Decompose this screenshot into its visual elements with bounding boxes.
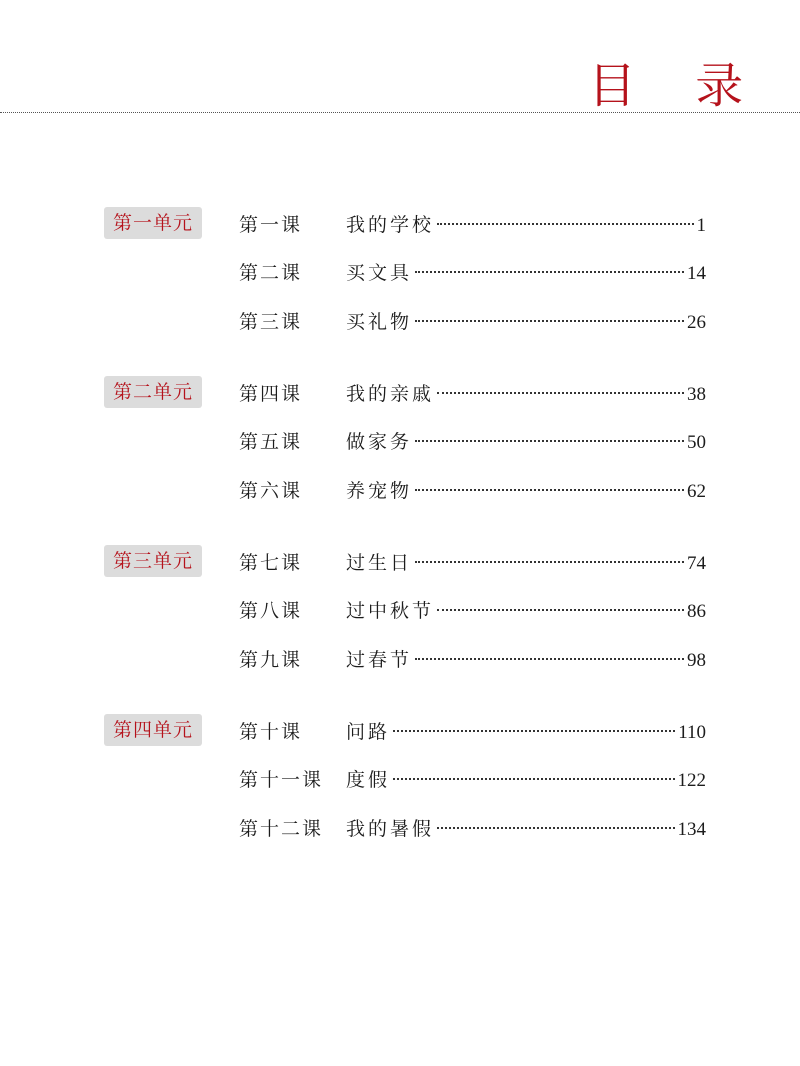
- lesson-title: 过生日: [346, 552, 413, 574]
- lesson-number: 第十一课: [239, 769, 324, 791]
- page-number: 134: [677, 819, 706, 840]
- lesson-title: 养宠物: [346, 480, 413, 502]
- lesson-number: 第一课: [239, 214, 303, 236]
- lesson-row: [346, 716, 706, 748]
- lesson-number: 第六课: [239, 480, 303, 502]
- lesson-title: 我的暑假: [346, 818, 435, 840]
- page-number: 74: [687, 553, 706, 574]
- toc-entry[interactable]: [0, 257, 800, 289]
- lesson-row: [346, 595, 706, 627]
- toc-entry[interactable]: [0, 306, 800, 338]
- lesson-row: [346, 306, 706, 338]
- page-number: 62: [687, 481, 706, 502]
- unit-label: 第四单元: [104, 714, 202, 746]
- lesson-title: 度假: [346, 769, 391, 791]
- lesson-number: 第九课: [239, 649, 303, 671]
- lesson-number: 第七课: [239, 552, 303, 574]
- lesson-title: 过中秋节: [346, 600, 435, 622]
- dot-leader: [393, 730, 675, 732]
- lesson-number: 第十课: [239, 721, 303, 743]
- dot-leader: [437, 392, 684, 394]
- page-number: 14: [687, 263, 706, 284]
- lesson-row: [346, 257, 706, 289]
- toc-entry[interactable]: [0, 595, 800, 627]
- lesson-row: [346, 475, 706, 507]
- page-number: 122: [677, 770, 706, 791]
- lesson-title: 我的亲戚: [346, 383, 435, 405]
- page-number: 1: [696, 215, 706, 236]
- lesson-row: [346, 209, 706, 241]
- dot-leader: [415, 658, 684, 660]
- page-number: 98: [687, 650, 706, 671]
- lesson-title: 买礼物: [346, 311, 413, 333]
- page-number: 50: [687, 432, 706, 453]
- toc-entry[interactable]: [0, 813, 800, 845]
- lesson-row: [346, 644, 706, 676]
- lesson-title: 我的学校: [346, 214, 435, 236]
- toc-entry[interactable]: [0, 716, 800, 748]
- lesson-number: 第八课: [239, 600, 303, 622]
- dot-leader: [415, 489, 684, 491]
- lesson-title: 过春节: [346, 649, 413, 671]
- page-number: 86: [687, 601, 706, 622]
- lesson-number: 第十二课: [239, 818, 324, 840]
- page-number: 38: [687, 384, 706, 405]
- dotted-divider: [0, 112, 800, 113]
- lesson-number: 第五课: [239, 431, 303, 453]
- lesson-row: [346, 813, 706, 845]
- lesson-row: [346, 378, 706, 410]
- dot-leader: [415, 320, 684, 322]
- dot-leader: [415, 440, 684, 442]
- lesson-row: [346, 547, 706, 579]
- lesson-row: [346, 426, 706, 458]
- dot-leader: [415, 271, 684, 273]
- lesson-number: 第四课: [239, 383, 303, 405]
- dot-leader: [437, 223, 693, 225]
- lesson-number: 第二课: [239, 262, 303, 284]
- lesson-number: 第三课: [239, 311, 303, 333]
- toc-entry[interactable]: [0, 209, 800, 241]
- lesson-title: 买文具: [346, 262, 413, 284]
- page-title: 目 录: [588, 58, 766, 114]
- toc-entry[interactable]: [0, 475, 800, 507]
- dot-leader: [437, 609, 684, 611]
- toc-entry[interactable]: [0, 547, 800, 579]
- unit-label: 第一单元: [104, 207, 202, 239]
- toc-entry[interactable]: [0, 644, 800, 676]
- dot-leader: [415, 561, 684, 563]
- dot-leader: [437, 827, 674, 829]
- page-number: 26: [687, 312, 706, 333]
- unit-label: 第三单元: [104, 545, 202, 577]
- lesson-title: 问路: [346, 721, 391, 743]
- toc-entry[interactable]: [0, 764, 800, 796]
- unit-label: 第二单元: [104, 376, 202, 408]
- toc-entry[interactable]: [0, 426, 800, 458]
- toc-entry[interactable]: [0, 378, 800, 410]
- page-number: 110: [678, 722, 706, 743]
- lesson-title: 做家务: [346, 431, 413, 453]
- dot-leader: [393, 778, 674, 780]
- lesson-row: [346, 764, 706, 796]
